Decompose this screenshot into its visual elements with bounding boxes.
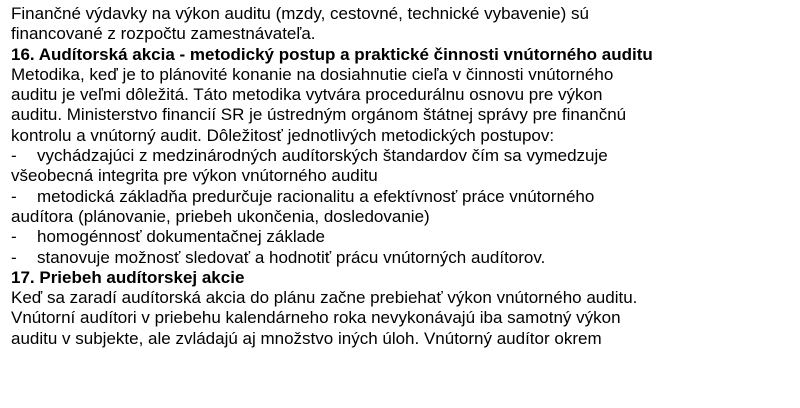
bullet-dash: - bbox=[11, 247, 17, 267]
intro-line-1: Finančné výdavky na výkon auditu (mzdy, cestovné, technické vybavenie) sú bbox=[11, 4, 589, 23]
bullet-item-2-continuation: audítora (plánovanie, priebeh ukončenia, dosledovanie) bbox=[11, 206, 430, 226]
bullet-dash: - bbox=[11, 227, 17, 247]
bullet-item-3 bbox=[11, 227, 797, 247]
bullet-text: metodická základňa predurčuje racionalitu a efektívnosť práce vnútorného bbox=[37, 186, 595, 206]
section-16-paragraph-line-4: kontrolu a vnútorný audit. Dôležitosť jednotlivých metodických postupov: bbox=[11, 125, 555, 145]
bullet-text: vychádzajúci z medzinárodných audítorských štandardov čím sa vymedzuje bbox=[37, 146, 608, 166]
section-17-paragraph-line-3: auditu v subjekte, ale zvládajú aj množstvo iných úloh. Vnútorný audítor okrem bbox=[11, 328, 602, 348]
section-17-heading: 17. Priebeh audítorskej akcie bbox=[11, 267, 245, 287]
bullet-item-1-continuation: všeobecná integrita pre výkon vnútorného auditu bbox=[11, 166, 378, 186]
section-17-paragraph-line-2: Vnútorní audítori v priebehu kalendárneho roka nevykonávajú iba samotný výkon bbox=[11, 308, 621, 328]
bullet-dash: - bbox=[11, 186, 17, 206]
bullet-dash: - bbox=[11, 146, 17, 166]
bullet-text: stanovuje možnosť sledovať a hodnotiť prácu vnútorných audítorov. bbox=[37, 247, 546, 267]
section-16-paragraph-line-1: Metodika, keď je to plánovité konanie na dosiahnutie cieľa v činnosti vnútorného bbox=[11, 64, 614, 84]
section-16-paragraph-line-2: auditu je veľmi dôležitá. Táto metodika vytvára procedurálnu osnovu pre výkon bbox=[11, 85, 603, 105]
bullet-item-4 bbox=[11, 248, 797, 268]
section-17-paragraph-line-1: Keď sa zaradí audítorská akcia do plánu začne prebiehať výkon vnútorného auditu. bbox=[11, 288, 638, 308]
document-body bbox=[11, 4, 797, 349]
section-16-paragraph-line-3: auditu. Ministerstvo financií SR je ústredným orgánom štátnej správy pre finančnú bbox=[11, 105, 627, 125]
bullet-text: homogénnosť dokumentačnej základe bbox=[37, 227, 326, 247]
section-16-heading: 16. Audítorská akcia - metodický postup a praktické činnosti vnútorného auditu bbox=[11, 44, 653, 64]
intro-line-2: financované z rozpočtu zamestnávateľa. bbox=[11, 24, 316, 44]
bullet-item-2 bbox=[11, 187, 797, 207]
bullet-item-1 bbox=[11, 146, 797, 166]
